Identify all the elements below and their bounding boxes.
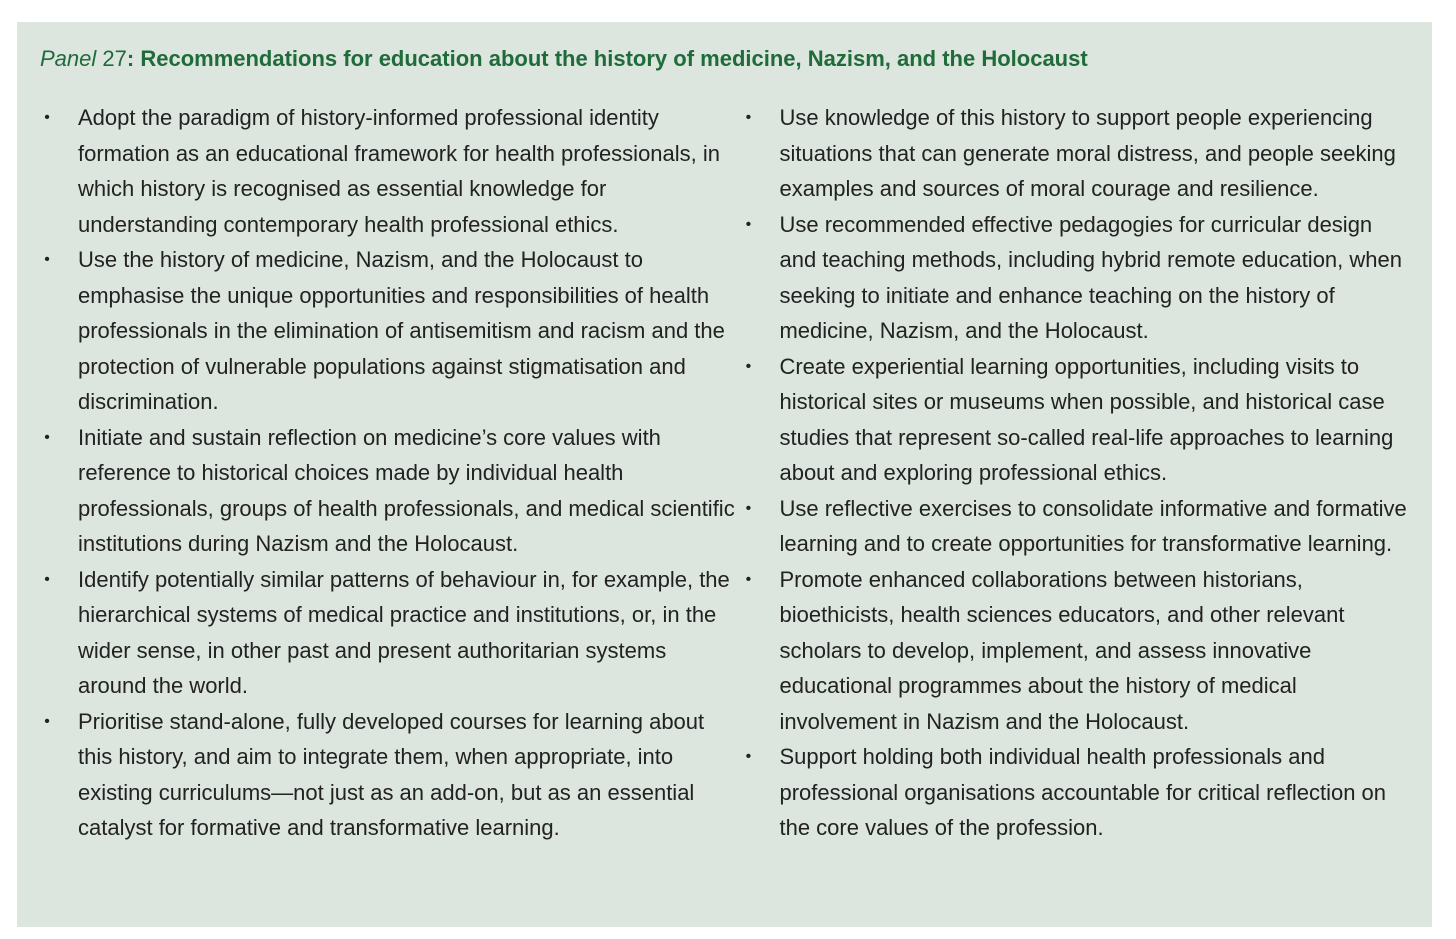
list-item-text: Use reflective exercises to consolidate informative and formative learning and to create opportunities for transformative learning. (779, 495, 1407, 556)
bullet-icon: • (745, 357, 752, 375)
bullet-icon: • (745, 109, 752, 126)
list-item (741, 562, 1410, 740)
list-item (741, 207, 1410, 349)
list-item-text: Create experiential learning opportunities, including visits to historical sites or museums when possible, and historical case studies that represent so-called real-life approaches to learning about and exploring professional ethics. (779, 353, 1394, 485)
list-item (40, 242, 738, 420)
bullet-icon: • (745, 215, 752, 233)
list-item (741, 100, 1410, 207)
bullet-icon: • (745, 499, 752, 517)
list-item (40, 562, 738, 704)
list-item-text: Identify potentially similar patterns of behaviour in, for example, the hierarchical systems of medical practice and institutions, or, in the wider sense, in other past and present authoritarian systems around the world. (78, 566, 730, 698)
bullet-icon: • (44, 428, 50, 446)
panel-label: Panel (40, 46, 97, 71)
list-item-text: Adopt the paradigm of history-informed professional identity formation as an educational framework for health professionals, in which history is recognised as essential knowledge for understanding contemporary health professional ethics. (78, 105, 721, 237)
bullet-icon: • (745, 748, 752, 765)
bullet-icon: • (44, 570, 50, 588)
list-item-text: Prioritise stand-alone, fully developed courses for learning about this history, and aim to integrate them, when appropriate, into existing curriculums—not just as an add-on, but as an essential catalyst for formative and transformative learning. (78, 708, 705, 840)
bullet-icon: • (44, 712, 50, 730)
list-item (40, 100, 738, 242)
list-item-text: Support holding both individual health professionals and professional organisations accountable for critical reflection on the core values of the profession. (779, 744, 1387, 840)
panel-title-text: : Recommendations for education about the history of medicine, Nazism, and the Holocaust (126, 46, 1088, 71)
list-item (40, 704, 738, 846)
panel-number: 27 (102, 46, 127, 71)
recommendations-panel (17, 22, 1432, 927)
list-item-text: Initiate and sustain reflection on medicine’s core values with reference to historical choices made by individual health professionals, groups of health professionals, and medical scientific institutions during Nazism and the Holocaust. (78, 424, 735, 556)
list-item-text: Use knowledge of this history to support people experiencing situations that can generate moral distress, and people seeking examples and sources of moral courage and resilience. (779, 105, 1396, 201)
left-column-list (40, 100, 738, 846)
list-item (741, 739, 1410, 846)
list-item (741, 349, 1410, 491)
panel-columns (40, 100, 1410, 846)
bullet-icon: • (44, 109, 50, 126)
list-item (741, 491, 1410, 562)
list-item-text: Use the history of medicine, Nazism, and the Holocaust to emphasise the unique opportunities and responsibilities of health professionals in the elimination of antisemitism and racism and the protection of vulnerable populations against stigmatisation and discrimination. (78, 247, 725, 414)
list-item-text: Promote enhanced collaborations between historians, bioethicists, health sciences educators, and other relevant scholars to develop, implement, and assess innovative educational programmes about the history of medical involvement in Nazism and the Holocaust. (779, 566, 1345, 734)
panel-title (40, 44, 1410, 74)
list-item-text: Use recommended effective pedagogies for curricular design and teaching methods, including hybrid remote education, when seeking to initiate and enhance teaching on the history of medicine, Nazism, and the Holocaust. (779, 211, 1402, 343)
bullet-icon: • (745, 570, 752, 588)
right-column-list (741, 100, 1410, 846)
bullet-icon: • (44, 251, 50, 268)
list-item (40, 420, 738, 562)
